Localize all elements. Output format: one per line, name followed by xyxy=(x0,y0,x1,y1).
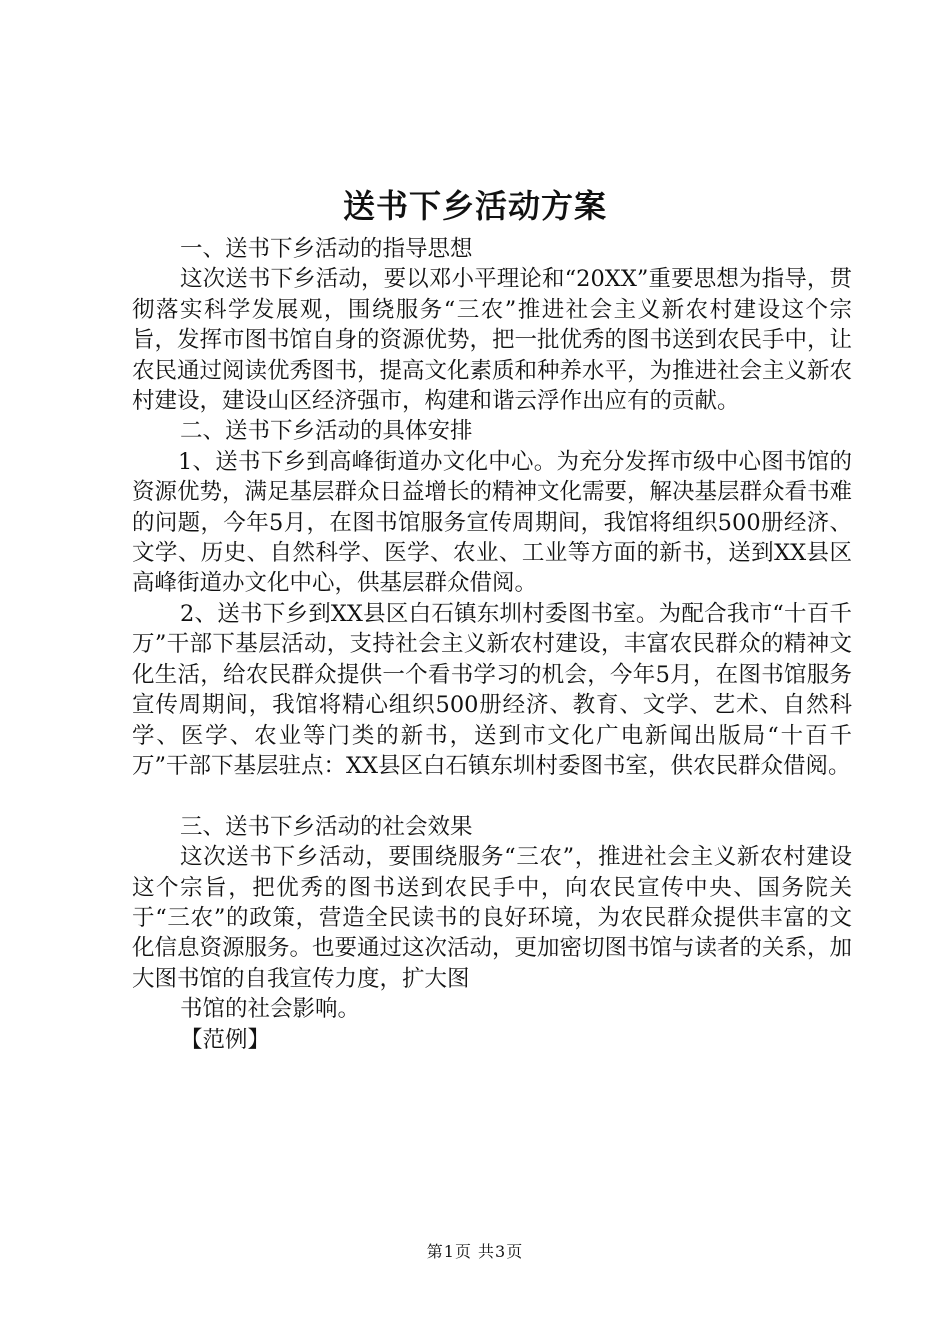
section-heading-arrangements: 二、送书下乡活动的具体安排 xyxy=(180,418,473,445)
page-footer: 第1页 共3页 xyxy=(426,1242,524,1261)
paragraph-social-effect-continuation: 书馆的社会影响。 xyxy=(180,996,361,1023)
section-heading-social-effect: 三、送书下乡活动的社会效果 xyxy=(180,813,473,840)
paragraph-guiding-ideology: 这次送书下乡活动，要以邓小平理论和“20XX”重要思想为指导，贯彻落实科学发展观，围绕服务“三农”推进社会主义新农村建设这个宗旨，发挥市图书馆自身的资源优势，把一批优秀的图书送到农民手中，让农民通过阅读优秀图书，提高文化素质和种养水平，为推进社会主义新农村建设，建设山区经济强市，构建和谐云浮作出应有的贡献。 xyxy=(132,266,853,415)
example-label: 【范例】 xyxy=(180,1026,271,1053)
paragraph-social-effect: 这次送书下乡活动，要围绕服务“三农”，推进社会主义新农村建设这个宗旨，把优秀的图书送到农民手中，向农民宣传中央、国务院关于“三农”的政策，营造全民读书的良好环境，为农民群众提供丰富的文化信息资源服务。也要通过这次活动，更加密切图书馆与读者的关系，加大图书馆的自我宣传力度，扩大图 xyxy=(132,844,853,992)
section-heading-guiding-ideology: 一、送书下乡活动的指导思想 xyxy=(180,236,473,262)
document-body xyxy=(132,234,852,1055)
document-title: 送书下乡活动方案 xyxy=(342,187,607,225)
paragraph-arrangement-2: 2、送书下乡到XX县区白石镇东圳村委图书室。为配合我市“十百千万”干部下基层活动，支持社会主义新农村建设，丰富农民群众的精神文化生活，给农民群众提供一个看书学习的机会，今年5月，在图书馆服务宣传周期间，我馆将精心组织500册经济、教育、文学、艺术、自然科学、医学、农业等门类的新书，送到市文化广电新闻出版局“十百千万”干部下基层驻点：XX县区白石镇东圳村委图书室，供农民群众借阅。 xyxy=(132,600,852,779)
blank-line xyxy=(132,781,852,811)
paragraph-arrangement-1: 1、送书下乡到高峰街道办文化中心。为充分发挥市级中心图书馆的资源优势，满足基层群众日益增长的精神文化需要，解决基层群众看书难的问题，今年5月，在图书馆服务宣传周期间，我馆将组织500册经济、文学、历史、自然科学、医学、农业、工业等方面的新书，送到XX县区高峰街道办文化中心，供基层群众借阅。 xyxy=(132,448,853,597)
